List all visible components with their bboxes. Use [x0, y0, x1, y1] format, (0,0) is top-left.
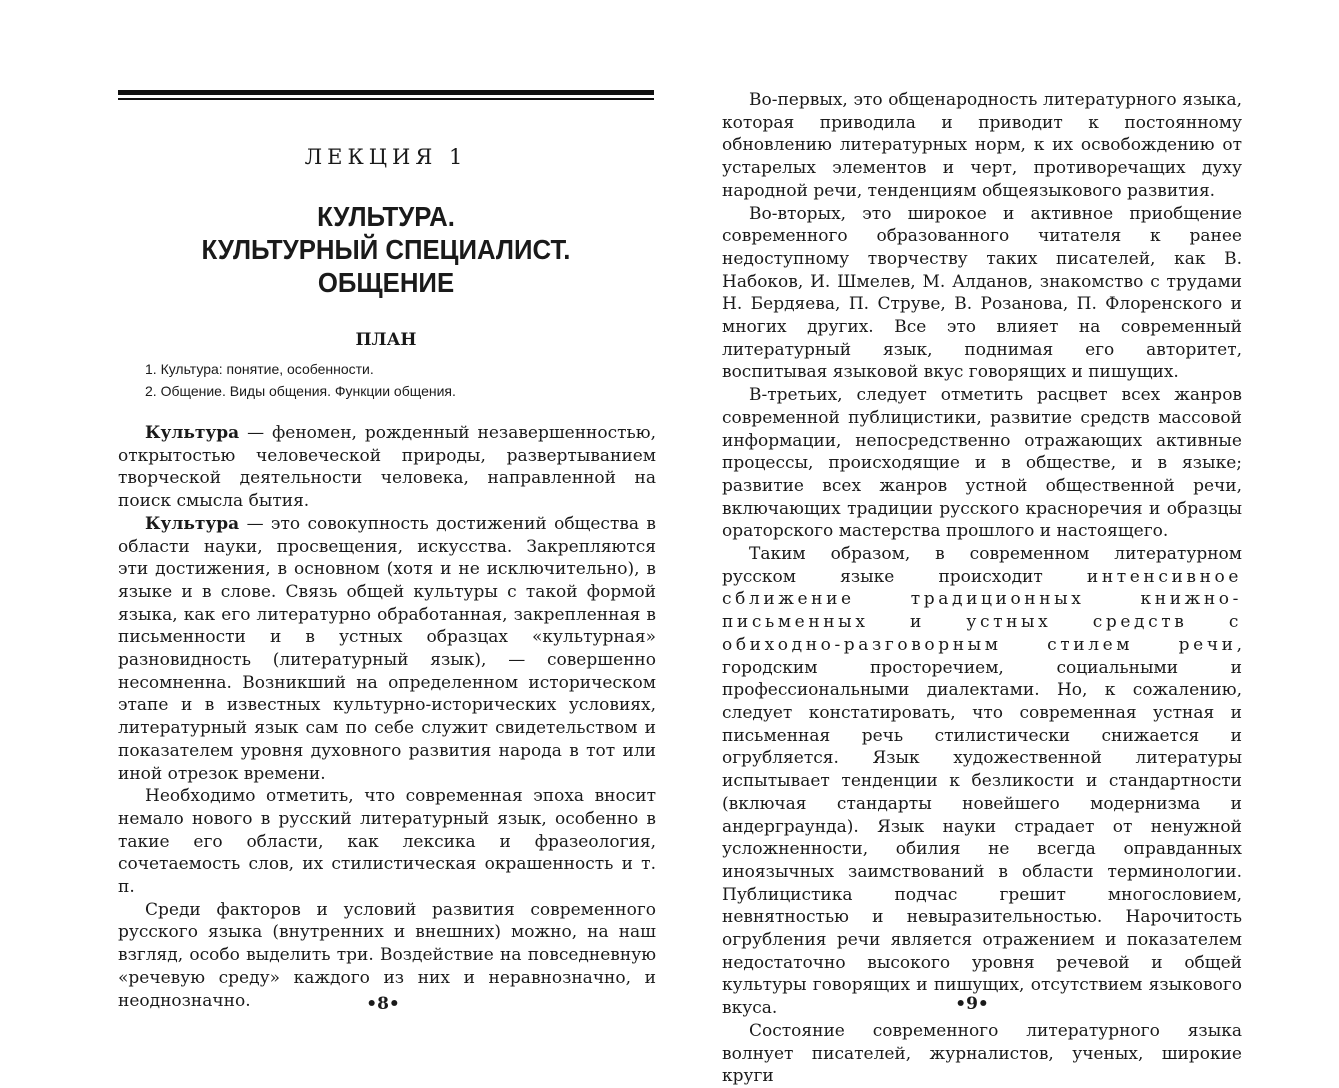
spaced-emphasis-text: интенсивное сближение традиционных книжно-письменных и устных средств с обиходно-разговорным стилем речи — [722, 566, 1242, 655]
chapter-title-line: ОБЩЕНИЕ — [317, 267, 455, 298]
chapter-title-line: КУЛЬТУРНЫЙ СПЕЦИАЛИСТ. — [201, 234, 571, 265]
plan-list — [145, 358, 645, 402]
page-number: •8• — [366, 994, 400, 1014]
paragraph: Состояние современного литературного языка волнует писателей, журналистов, ученых, широкие круги — [722, 1020, 1242, 1087]
plan-heading: ПЛАН — [355, 330, 417, 350]
chapter-top-rule-thin — [118, 98, 654, 100]
paragraph-text: — феномен, рожденный незавершенностью, открытостью человеческой природы, развертыванием творческой деятельности человека, направленной на поиск смысла бытия. — [118, 423, 656, 512]
paragraph: Во-вторых, это широкое и активное приобщение современного образованного читателя к ранее недоступному творчеству таких писателей, как В. Набоков, И. Шмелев, М. Алданов, знакомство с трудами Н. Бердяева, П. Струве, В. Розанова, П. Флоренского и многих других. Все это влияет на современный литературный язык, поднимая его авторитет, воспитывая языковой вкус говорящих и пишущих. — [722, 203, 1242, 383]
paragraph — [118, 422, 656, 513]
paragraph — [722, 543, 1242, 1020]
paragraph — [118, 513, 656, 785]
paragraph-text: — это совокупность достижений общества в области науки, просвещения, искусства. Закрепляются эти достижения, в основном (хотя и не исключительно), в языке и в слове. Связь общей культуры с такой формой языка, как его литературно обработанная, закрепленная в письменности и в устных образцах «культурная» разновидность (литературный язык), — совершенно несомненна. Возникший на определенном историческом этапе и в известных культурно-исторических условиях, литературный язык сам по себе служит свидетельством и показателем уровня духовного развития народа в тот или иной отрезок времени. — [118, 513, 656, 784]
paragraph-text: Необходимо отметить, что современная эпоха вносит немало нового в русский литературный язык, особенно в такие его области, как лексика и фразеология, сочетаемость слов, их стилистическая окрашенность и т. п. — [118, 786, 656, 898]
chapter-top-rule — [118, 90, 654, 95]
paragraph-text: Среди факторов и условий развития современного русского языка (внутренних и внешних) можно, на наш взгляд, особо выделить три. Воздействие на повседневную «речевую среду» каждого из них и неравнозначно, и неоднозначно. — [118, 899, 656, 1011]
page-number: •9• — [955, 994, 989, 1014]
right-body-text — [722, 89, 1242, 1088]
plan-item: 1. Культура: понятие, особенности. — [145, 361, 374, 377]
paragraph-text: Таким образом, в современном литературном русском языке происходит — [722, 544, 1242, 587]
chapter-title-line: КУЛЬТУРА. — [317, 201, 455, 232]
chapter-title — [139, 200, 632, 299]
paragraph: В-третьих, следует отметить расцвет всех жанров современной публицистики, развитие средств массовой информации, непосредственно отражающих активные процессы, происходящие и в обществе, и в языке; развитие всех жанров устной общественной речи, включающих традиции русского красноречия и образцы ораторского мастерства прошлого и настоящего. — [722, 385, 1242, 542]
paragraph — [118, 785, 656, 899]
term-bold: Культура — [145, 513, 240, 534]
plan-item: 2. Общение. Виды общения. Функции общения. — [145, 383, 456, 399]
paragraph: Во-первых, это общенародность литературного языка, которая приводила и приводит к постоянному обновлению литературных норм, к их освобождению от устарелых элементов и черт, противоречащих духу народной речи, тенденциям общеязыкового развития. — [722, 90, 1242, 201]
paragraph-text: , городским просторечием, социальными и профессиональными диалектами. Но, к сожалению, следует констатировать, что современная устная и письменная речь стилистически снижается и огрубляется. Язык художественной литературы испытывает тенденции к безликости и стандартности (включая стандарты новейшего модернизма и андерграунда). Язык науки страдает от ненужной усложненности, обилия не всегда оправданных иноязычных заимствований в области терминологии. Публицистика подчас грешит многословием, невнятностью и невыразительностью. Нарочитость огрубления речи является отражением и показателем недостаточно высокого уровня речевой и общей культуры говорящих и пишущих, отсутствием языкового вкуса. — [722, 634, 1242, 1019]
term-bold: Культура — [145, 423, 240, 443]
left-page — [0, 0, 670, 1080]
left-body-text — [118, 422, 656, 1012]
lecture-label: ЛЕКЦИЯ 1 — [304, 145, 468, 169]
right-page — [670, 0, 1339, 1087]
